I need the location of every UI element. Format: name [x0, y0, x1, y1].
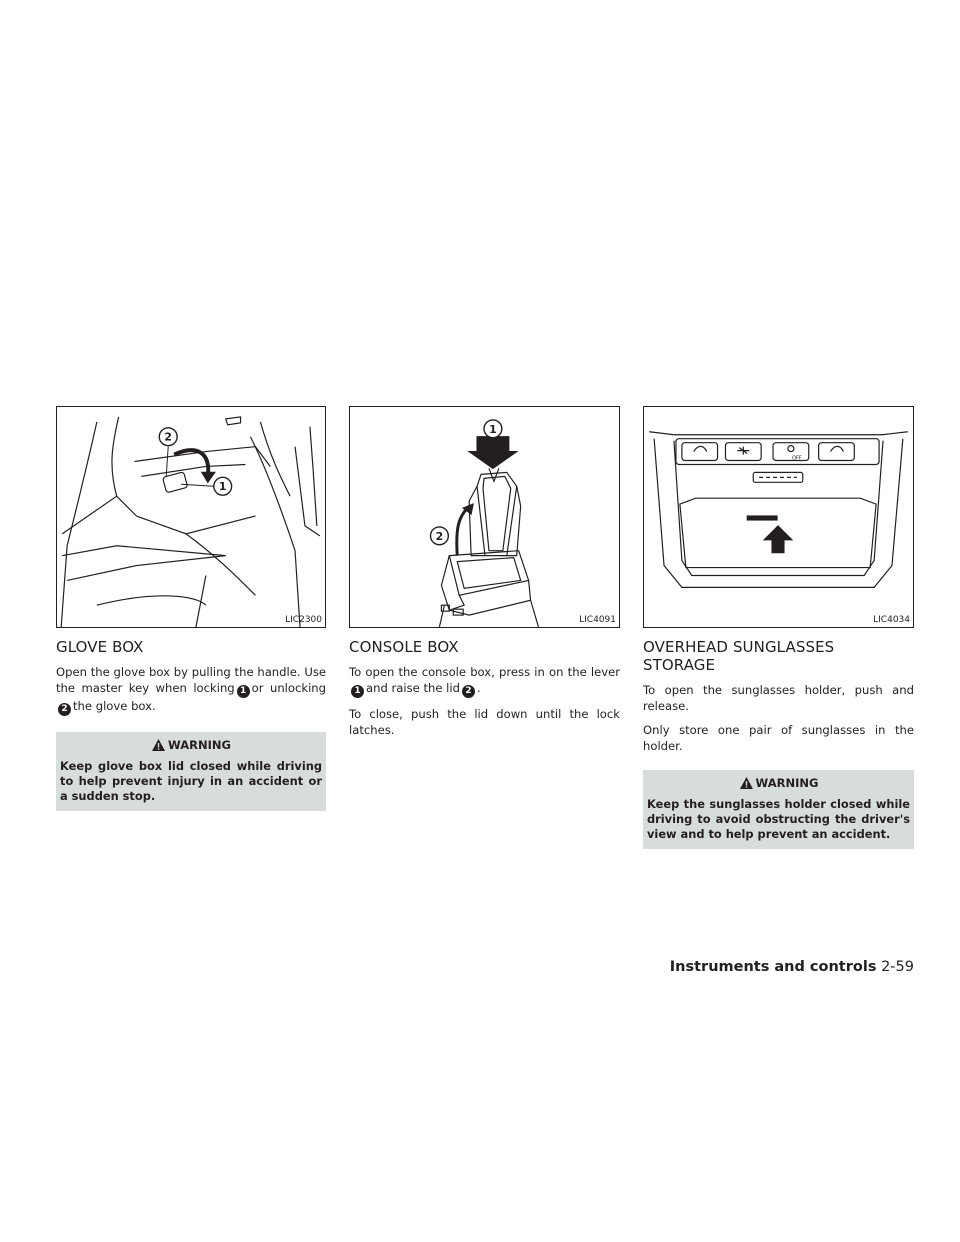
figure-code: LIC2300	[285, 615, 322, 625]
console-box-paragraph-1	[349, 664, 620, 698]
off-label: OFF	[792, 455, 802, 462]
sunglasses-paragraph-1: To open the sunglasses holder, push and release.	[643, 683, 914, 713]
warning-box	[643, 770, 914, 849]
callout-2: 2	[435, 529, 444, 543]
warning-box	[56, 732, 326, 811]
sunglasses-illustration	[643, 406, 914, 628]
glove-box-callouts	[57, 407, 325, 627]
text: Open the glove box by pulling the handle. Use the master key when locking	[56, 665, 326, 695]
callout-1: 1	[218, 480, 227, 494]
console-box-illustration	[349, 406, 620, 628]
figure-code: LIC4034	[873, 615, 910, 625]
warning-title: WARNING	[755, 776, 819, 790]
callout-1-icon: 1	[237, 685, 250, 698]
warning-title: WARNING	[168, 738, 231, 752]
console-box-paragraph-2: To close, push the lid down until the lock latches.	[349, 707, 620, 737]
glove-box-heading: GLOVE BOX	[56, 638, 144, 656]
warning-header	[647, 775, 910, 791]
glove-box-illustration	[56, 406, 326, 628]
text: the glove box.	[73, 699, 156, 713]
sunglasses-labels	[644, 407, 913, 627]
text: and raise the lid	[366, 681, 460, 695]
section-title: Instruments and controls	[669, 959, 877, 975]
sunglasses-column	[643, 406, 914, 849]
page-footer	[670, 958, 914, 976]
warning-text: Keep glove box lid closed while driving to help prevent injury in an accident or a sudden stop.	[60, 759, 322, 803]
warning-triangle-icon	[151, 738, 166, 752]
warning-text: Keep the sunglasses holder closed while driving to avoid obstructing the driver's view and to help prevent an accident.	[647, 797, 910, 841]
text: To open the console box, press in on the lever	[349, 665, 620, 679]
heading-line-1: OVERHEAD SUNGLASSES	[643, 638, 835, 656]
callout-1-icon: 1	[351, 685, 364, 698]
heading-line-2: STORAGE	[643, 656, 716, 674]
console-box-callouts	[350, 407, 619, 627]
callout-2-icon: 2	[58, 703, 71, 716]
text: or unlocking	[251, 681, 326, 695]
callout-2-icon: 2	[462, 685, 475, 698]
callout-1: 1	[489, 422, 497, 436]
figure-code: LIC4091	[579, 615, 616, 625]
callout-2: 2	[164, 430, 172, 444]
glove-box-column	[56, 406, 326, 811]
warning-triangle-icon	[739, 776, 754, 790]
warning-header	[60, 737, 322, 753]
console-box-column	[349, 406, 620, 746]
text: .	[476, 681, 481, 695]
glove-box-paragraph	[56, 664, 326, 716]
sunglasses-heading	[643, 638, 914, 674]
page-number: 2-59	[881, 959, 914, 975]
console-box-heading: CONSOLE BOX	[349, 638, 459, 656]
sunglasses-paragraph-2: Only store one pair of sunglasses in the holder.	[643, 723, 914, 753]
